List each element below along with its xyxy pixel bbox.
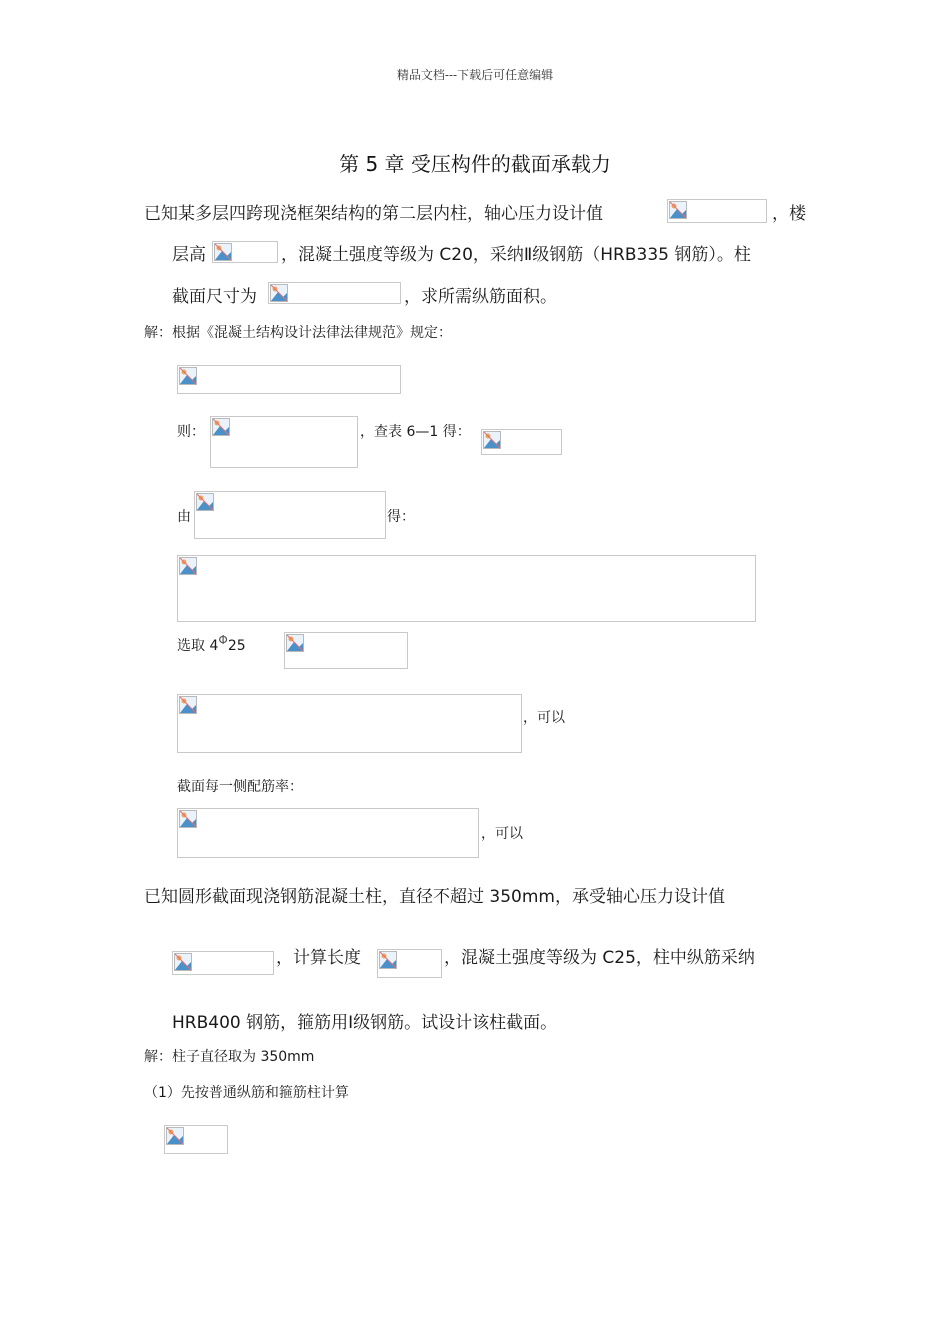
broken-image-icon bbox=[174, 953, 192, 971]
ratio-label: 截面每一侧配筋率： bbox=[177, 779, 303, 795]
broken-image-icon bbox=[270, 284, 288, 302]
formula-image bbox=[164, 1125, 228, 1154]
problem2-line2: ，混凝土强度等级为 C25，柱中纵筋采纳 bbox=[444, 948, 755, 968]
problem2-line1: 已知圆形截面现浇钢筋混凝土柱，直径不超过 350mm，承受轴心压力设计值 bbox=[144, 887, 725, 907]
rebar-symbol: Φ bbox=[218, 633, 228, 647]
then-label: 则： bbox=[177, 424, 205, 440]
broken-image-icon bbox=[214, 243, 232, 261]
formula-image bbox=[177, 694, 522, 753]
problem1-line2-head: 层高 bbox=[172, 245, 206, 265]
formula-image bbox=[177, 555, 756, 622]
formula-image bbox=[210, 416, 358, 468]
broken-image-icon bbox=[166, 1127, 184, 1145]
select-bars-text bbox=[177, 635, 246, 655]
broken-image-icon bbox=[179, 696, 197, 714]
formula-image bbox=[667, 199, 767, 223]
formula-image bbox=[481, 429, 562, 455]
broken-image-icon bbox=[179, 810, 197, 828]
broken-image-icon bbox=[212, 418, 230, 436]
check-ok-1: ，可以 bbox=[523, 710, 565, 726]
formula-image bbox=[177, 365, 401, 394]
formula-image bbox=[377, 949, 442, 978]
formula-image bbox=[284, 632, 408, 669]
problem2-line3: HRB400 钢筋，箍筋用Ⅰ级钢筋。试设计该柱截面。 bbox=[172, 1013, 558, 1033]
get-label: 得： bbox=[387, 509, 415, 525]
problem1-line2: ，混凝土强度等级为 C20，采纳Ⅱ级钢筋（HRB335 钢筋）。柱 bbox=[281, 245, 751, 265]
broken-image-icon bbox=[179, 367, 197, 385]
formula-image bbox=[172, 951, 274, 975]
problem1-line3: ，求所需纵筋面积。 bbox=[404, 287, 557, 307]
broken-image-icon bbox=[196, 493, 214, 511]
page-header: 精品文档---下载后可任意编辑 bbox=[396, 68, 554, 82]
broken-image-icon bbox=[286, 634, 304, 652]
solution1-intro: 解：根据《混凝土结构设计法律法律规范》规定： bbox=[144, 325, 452, 341]
broken-image-icon bbox=[179, 557, 197, 575]
formula-image bbox=[194, 491, 386, 539]
problem1-line1: 已知某多层四跨现浇框架结构的第二层内柱，轴心压力设计值 bbox=[144, 204, 603, 224]
from-label: 由 bbox=[177, 509, 191, 525]
select-label: 选取 4 bbox=[177, 638, 219, 654]
broken-image-icon bbox=[379, 951, 397, 969]
solution2-intro: 解：柱子直径取为 350mm bbox=[144, 1049, 315, 1065]
formula-image bbox=[212, 241, 278, 263]
formula-image bbox=[268, 282, 401, 304]
check-ok-2: ，可以 bbox=[481, 826, 523, 842]
problem1-line3-head: 截面尺寸为 bbox=[172, 287, 257, 307]
lookup-label: ，查表 6—1 得： bbox=[360, 424, 471, 440]
problem2-line2-head: ，计算长度 bbox=[276, 948, 361, 968]
problem1-line1-tail: ，楼 bbox=[772, 204, 806, 224]
chapter-title: 第 5 章 受压构件的截面承载力 bbox=[339, 152, 611, 176]
solution2-step1: （1）先按普通纵筋和箍筋柱计算 bbox=[144, 1085, 349, 1101]
broken-image-icon bbox=[483, 431, 501, 449]
bar-size: 25 bbox=[227, 638, 246, 654]
formula-image bbox=[177, 808, 479, 858]
broken-image-icon bbox=[669, 201, 687, 219]
